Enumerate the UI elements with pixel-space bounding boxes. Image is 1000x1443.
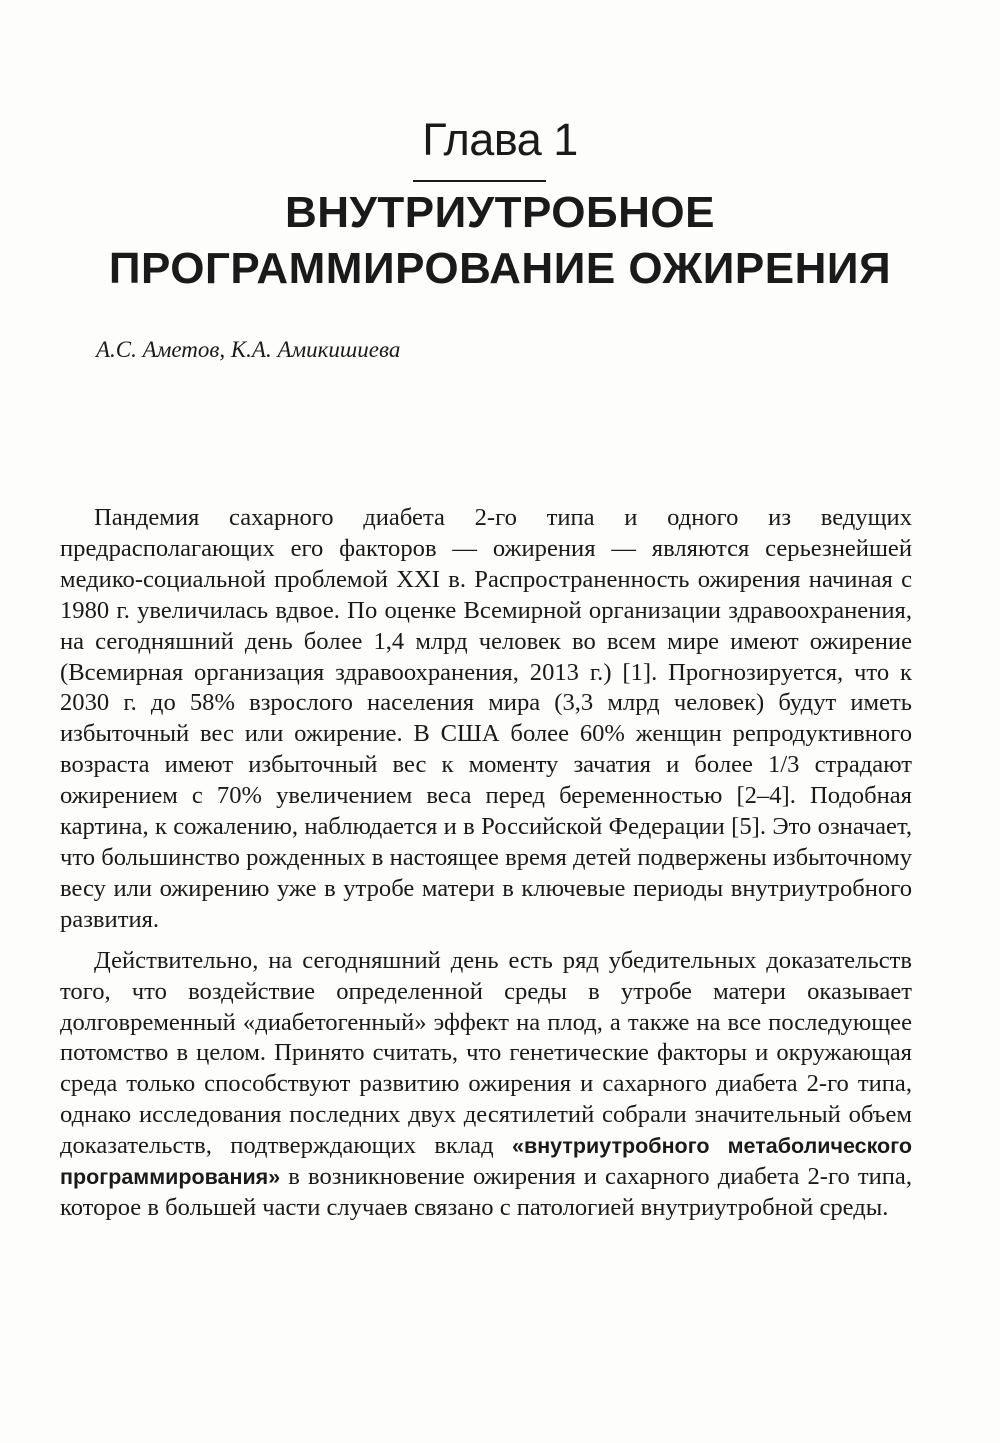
paragraph-2-bold-term: «внутриутробного метаболического программирования» bbox=[60, 1134, 912, 1190]
chapter-underline bbox=[413, 180, 546, 182]
chapter-body bbox=[60, 503, 912, 1234]
chapter-title-line-2: ПРОГРАММИРОВАНИЕ ОЖИРЕНИЯ bbox=[108, 244, 892, 293]
chapter-title-line-1: ВНУТРИУТРОБНОЕ bbox=[285, 188, 715, 237]
paragraph-2-end: в возникновение ожирения и сахарного диабета 2-го типа, которое в большей части случаев связано с патологией внутриутробной среды. bbox=[60, 1163, 912, 1221]
paragraph-2 bbox=[60, 946, 912, 1224]
chapter-number-text: Глава 1 bbox=[422, 114, 578, 165]
chapter-title bbox=[0, 185, 1000, 297]
chapter-number bbox=[0, 112, 1000, 172]
paragraph-2-start: Действительно, на сегодняшний день есть ряд убедительных доказательств того, что воздействие определенной среды в утробе матери оказывает долговременный «диабетогенный» эффект на плод, а также на все последующее потомство в целом. Принято считать, что генетические факторы и окружающая среда только способствуют развитию ожирения и сахарного диабета 2-го типа, однако исследования последних двух десятилетий собрали значительный объем доказательств, подтверждающих вклад bbox=[60, 946, 912, 1160]
paragraph-1: Пандемия сахарного диабета 2-го типа и одного из ведущих предрасполагающих его факторов — ожирения — являются серьезнейшей медико-социальной проблемой XXI в. Распространенность ожирения начиная с 1980 г. увеличилась вдвое. По оценке Всемирной организации здравоохранения, на сегодняшний день более 1,4 млрд человек во всем мире имеют ожирение (Всемирная организация здравоохранения, 2013 г.) [1]. Прогнозируется, что к 2030 г. до 58% взрослого населения мира (3,3 млрд человек) будут иметь избыточный вес или ожирение. В США более 60% женщин репродуктивного возраста имеют избыточный вес к моменту зачатия и более 1/3 страдают ожирением с 70% увеличением веса перед беременностью [2–4]. Подобная картина, к сожалению, наблюдается и в Российской Федерации [5]. Это означает, что большинство рожденных в настоящее время детей подвержены избыточному весу или ожирению уже в утробе матери в ключевые периоды внутриутробного развития. bbox=[60, 504, 912, 933]
authors: А.С. Аметов, К.А. Амикишиева bbox=[96, 337, 401, 362]
